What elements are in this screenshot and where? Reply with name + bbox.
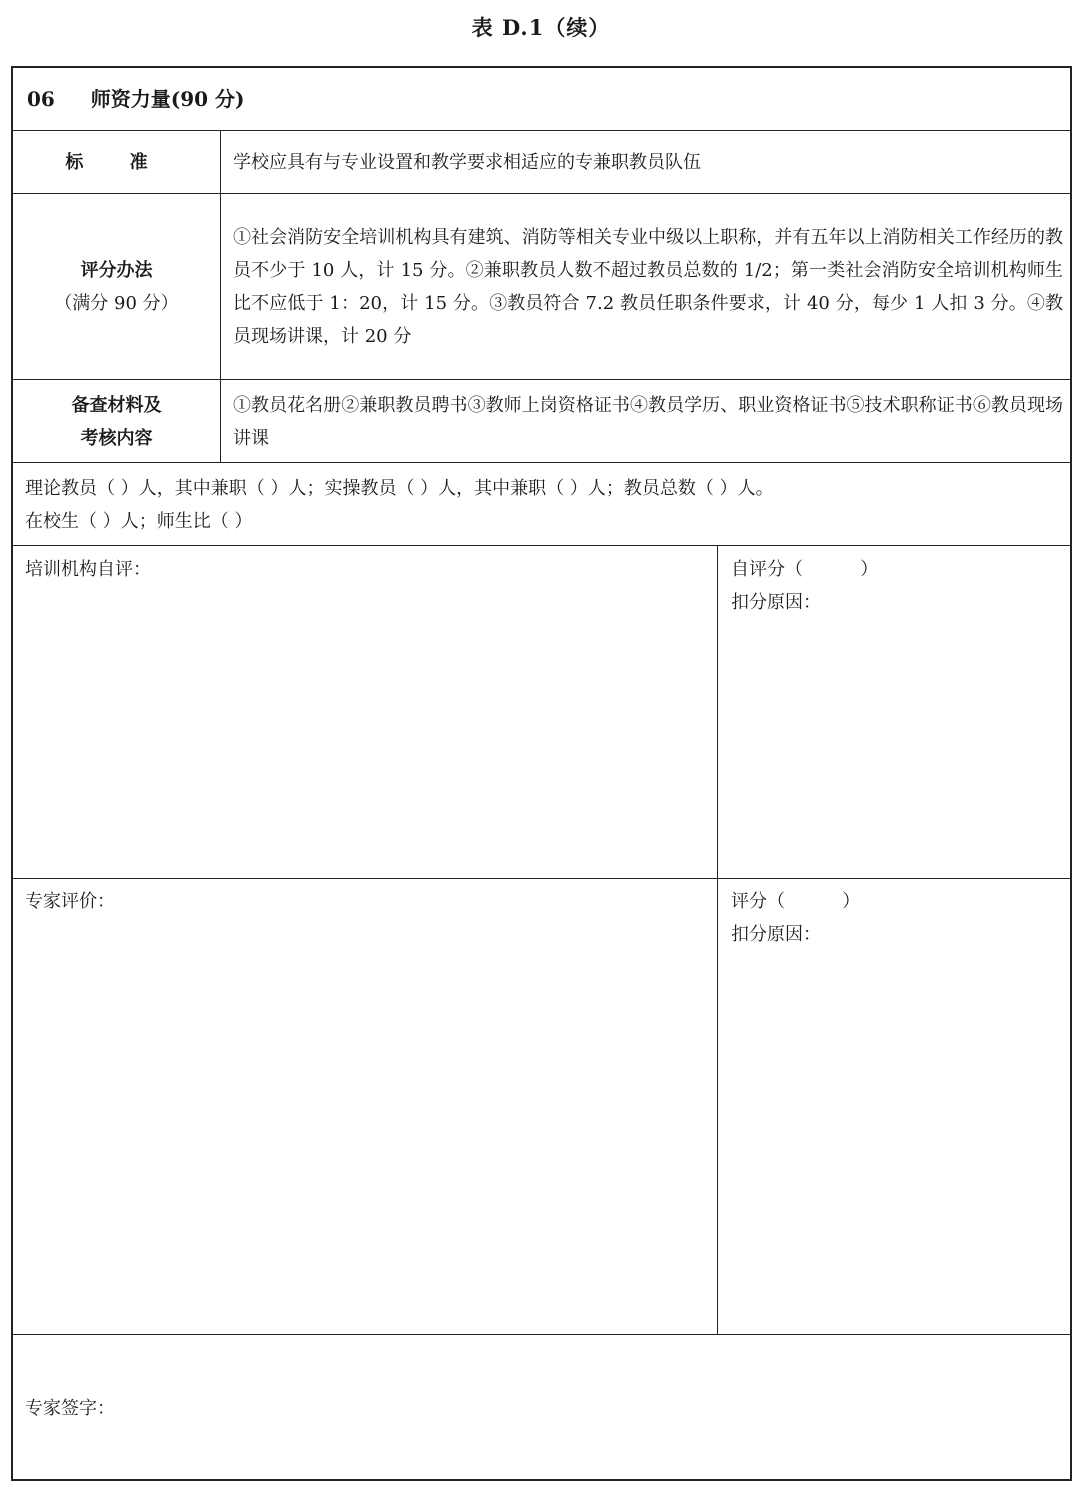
standard-label-cell	[13, 131, 220, 194]
expert-score-label: 评分（ ）	[731, 891, 861, 912]
materials-label-cell	[13, 380, 220, 463]
standard-text-content: 学校应具有与专业设置和教学要求相适应的专兼职教员队伍	[233, 152, 701, 173]
table-caption: 表 D.1（续）	[471, 15, 611, 40]
scoring-label-line1: 评分办法	[80, 260, 153, 281]
standard-label: 标 准	[65, 152, 168, 173]
self-score-cell[interactable]	[731, 553, 1061, 873]
self-eval-label: 培训机构自评：	[25, 559, 151, 580]
scoring-label-line2: （满分 90 分）	[54, 293, 179, 314]
section-header	[27, 68, 827, 131]
scoring-label-cell	[13, 194, 220, 380]
scoring-text-cell	[233, 194, 1063, 380]
materials-label-line2: 考核内容	[80, 427, 153, 449]
evaluation-table	[11, 66, 1072, 1481]
expert-eval-cell[interactable]	[25, 885, 705, 1325]
signature-label: 专家签字：	[25, 1397, 115, 1419]
self-eval-cell[interactable]	[25, 553, 705, 873]
section-title: 师资力量(90 分)	[90, 87, 245, 111]
expert-deduction-label: 扣分原因：	[731, 924, 821, 945]
section-number: 06	[27, 87, 55, 111]
materials-label-line1: 备查材料及	[71, 394, 162, 416]
self-deduction-label: 扣分原因：	[731, 592, 821, 613]
counts-line1: 理论教员（ ）人，其中兼职（ ）人；实操教员（ ）人，其中兼职（ ）人；教员总数（ ）人。	[25, 477, 774, 499]
self-score-label: 自评分（ ）	[731, 559, 879, 580]
materials-text-cell	[233, 380, 1063, 463]
standard-text	[233, 131, 1063, 194]
expert-eval-label: 专家评价：	[25, 891, 115, 912]
counts-cell	[25, 463, 1065, 546]
expert-score-cell[interactable]	[731, 885, 1061, 1325]
signature-cell[interactable]	[25, 1335, 1065, 1481]
materials-text: ①教员花名册②兼职教员聘书③教师上岗资格证书④教员学历、职业资格证书⑤技术职称证书⑥教员现场讲课	[233, 394, 1063, 449]
scoring-text: ①社会消防安全培训机构具有建筑、消防等相关专业中级以上职称，并有五年以上消防相关工作经历的教员不少于 10 人，计 15 分。②兼职教员人数不超过教员总数的 1/2；第一类社会消防安全培训机构师生比不应低于 1：20，计 15 分。③教员符合 7.2 教员任职条件要求，计 40 分，每少 1 人扣 3 分。④教员现场讲课，计 20 分	[233, 227, 1063, 347]
counts-line2: 在校生（ ）人；师生比（ ）	[25, 510, 253, 532]
